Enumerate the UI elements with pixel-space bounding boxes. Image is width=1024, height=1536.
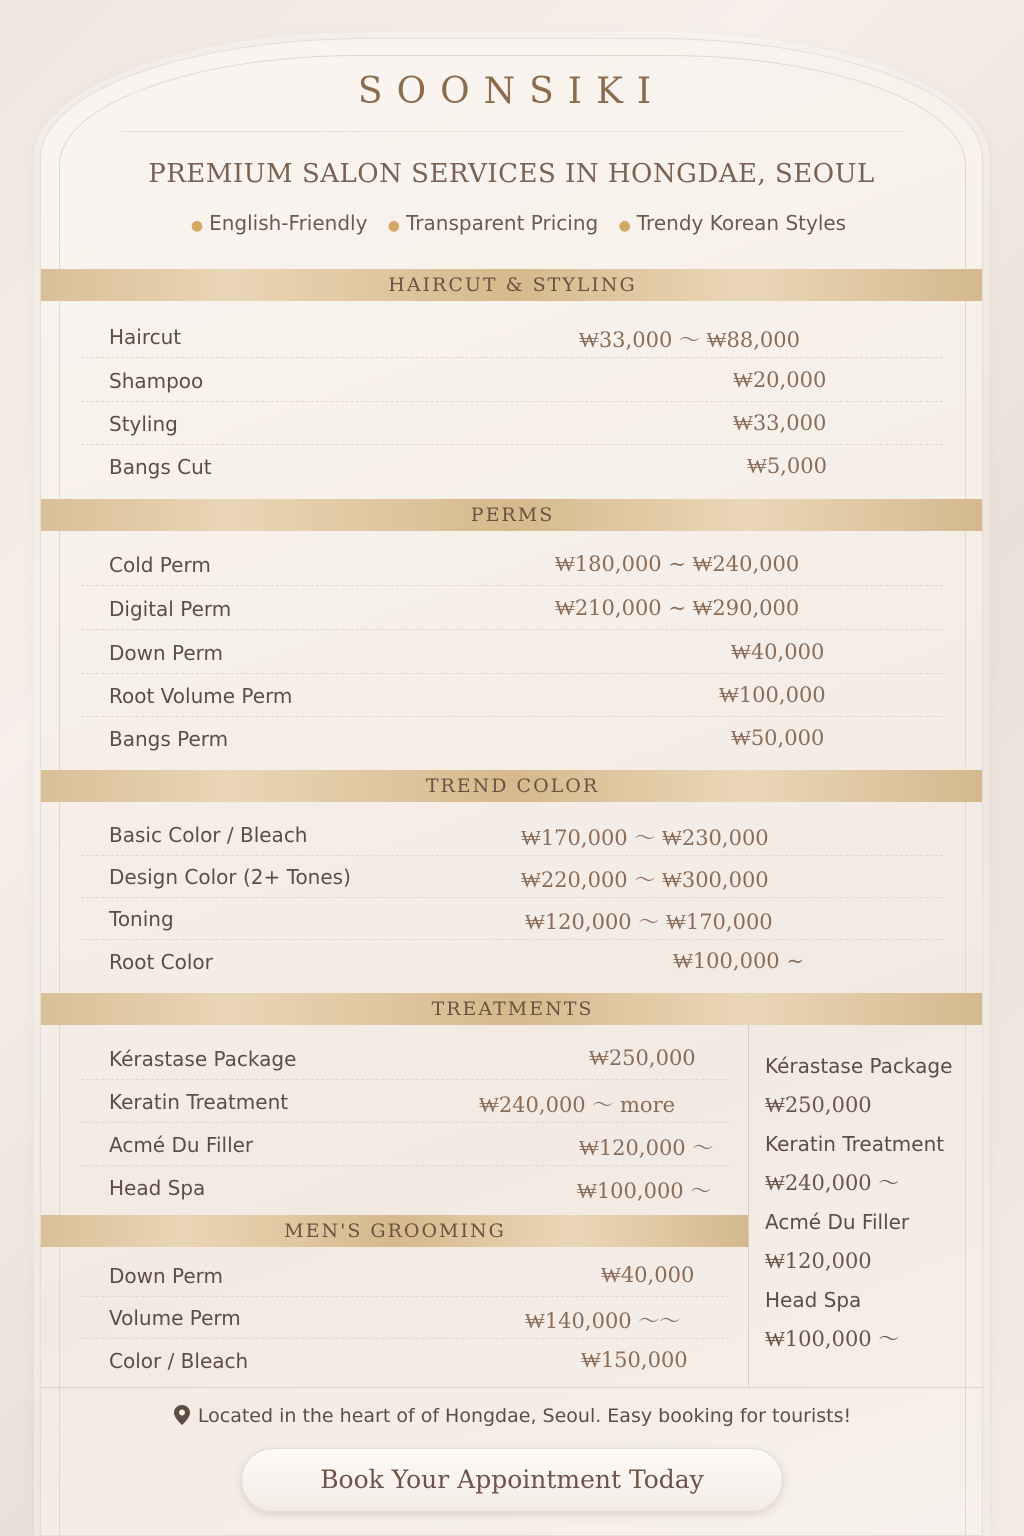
service-price: ₩220,000 ～ ₩300,000 — [521, 868, 769, 892]
service-name: Toning — [109, 907, 174, 931]
service-price: ₩180,000 ~ ₩240,000 — [555, 552, 800, 576]
book-appointment-button[interactable]: Book Your Appointment Today — [241, 1448, 783, 1512]
side-service-price: ₩250,000 — [765, 1093, 872, 1117]
service-price: ₩40,000 — [731, 640, 825, 664]
menu-card — [40, 38, 983, 1536]
service-price: ₩210,000 ~ ₩290,000 — [555, 596, 800, 620]
price-row — [81, 315, 943, 358]
page-title: PREMIUM SALON SERVICES IN HONGDAE, SEOUL — [148, 159, 875, 189]
side-service-name: Kérastase Package — [765, 1054, 953, 1078]
location-note — [41, 1405, 983, 1427]
column-divider — [748, 1025, 749, 1387]
feature-item: Trendy Korean Styles — [636, 211, 847, 235]
price-row — [81, 1254, 729, 1297]
service-name: Root Color — [109, 950, 213, 974]
feature-list — [41, 211, 982, 235]
price-row — [81, 445, 943, 488]
service-name: Root Volume Perm — [109, 684, 293, 708]
service-price: ₩140,000 ～～ — [525, 1309, 681, 1333]
service-name: Bangs Cut — [109, 455, 212, 479]
service-name: Styling — [109, 412, 178, 436]
service-name: Acmé Du Filler — [109, 1133, 254, 1157]
divider — [121, 131, 902, 132]
service-name: Head Spa — [109, 1176, 206, 1200]
price-row — [81, 855, 943, 898]
side-service-price: ₩100,000 ～ — [765, 1327, 900, 1351]
service-price: ₩50,000 — [731, 726, 825, 750]
service-price: ₩150,000 — [581, 1348, 688, 1372]
treatment-side-panel — [765, 1047, 980, 1359]
side-service-name: Acmé Du Filler — [765, 1210, 910, 1234]
service-name: Volume Perm — [109, 1306, 241, 1330]
service-price: ₩120,000 ～ ₩170,000 — [525, 910, 773, 934]
section-header-perms: PERMS — [41, 499, 983, 531]
side-service-name: Head Spa — [765, 1288, 862, 1312]
service-name: Color / Bleach — [109, 1349, 249, 1373]
service-name: Shampoo — [109, 369, 204, 393]
price-row — [81, 1296, 729, 1339]
service-name: Cold Perm — [109, 553, 211, 577]
divider — [41, 1387, 982, 1388]
price-row — [81, 717, 943, 760]
service-name: Kérastase Package — [109, 1047, 297, 1071]
service-price: ₩170,000 ～ ₩230,000 — [521, 826, 769, 850]
service-name: Basic Color / Bleach — [109, 823, 308, 847]
price-row — [81, 674, 943, 717]
service-price: ₩40,000 — [601, 1263, 695, 1287]
price-row — [81, 402, 943, 445]
location-pin-icon — [174, 1405, 190, 1425]
service-name: Down Perm — [109, 1264, 224, 1288]
section-header-mens: MEN'S GROOMING — [41, 1215, 749, 1247]
price-row — [81, 940, 943, 983]
price-row — [81, 1123, 729, 1166]
side-service-name: Keratin Treatment — [765, 1132, 945, 1156]
service-name: Keratin Treatment — [109, 1090, 289, 1114]
price-row — [81, 587, 943, 630]
service-price: ₩240,000 ～ more — [479, 1093, 676, 1117]
service-name: Down Perm — [109, 641, 224, 665]
service-name: Digital Perm — [109, 597, 232, 621]
price-row — [81, 1080, 729, 1123]
side-service-price: ₩240,000 ～ — [765, 1171, 900, 1195]
bullet-icon: ● — [190, 218, 204, 234]
price-row — [81, 1339, 729, 1382]
price-row — [81, 359, 943, 402]
price-row — [81, 813, 943, 856]
service-price: ₩100,000 ~ — [673, 949, 804, 973]
service-price: ₩100,000 — [719, 683, 826, 707]
bullet-icon: ● — [618, 218, 631, 234]
service-price: ₩100,000 ～ — [577, 1179, 712, 1203]
feature-item: English-Friendly — [209, 211, 368, 235]
service-price: ₩33,000 ～ ₩88,000 — [579, 328, 800, 352]
section-header-treatments: TREATMENTS — [41, 993, 983, 1025]
price-row — [81, 1166, 729, 1209]
bullet-icon: ● — [387, 218, 401, 234]
price-row — [81, 1037, 729, 1080]
price-row — [81, 543, 943, 586]
feature-item: Transparent Pricing — [406, 211, 599, 235]
service-price: ₩5,000 — [747, 454, 827, 478]
price-row — [81, 631, 943, 674]
service-name: Bangs Perm — [109, 727, 229, 751]
brand-logo: SOONSIKI — [357, 71, 666, 112]
service-price: ₩250,000 — [589, 1046, 696, 1070]
section-header-color: TREND COLOR — [41, 770, 983, 802]
service-price: ₩20,000 — [733, 368, 827, 392]
service-price: ₩33,000 — [733, 411, 827, 435]
service-price: ₩120,000 ～ — [579, 1136, 714, 1160]
price-row — [81, 897, 943, 940]
side-service-price: ₩120,000 — [765, 1249, 872, 1273]
service-name: Design Color (2+ Tones) — [109, 865, 351, 889]
service-name: Haircut — [109, 325, 182, 349]
section-header-haircut: HAIRCUT & STYLING — [41, 269, 983, 301]
location-text: Located in the heart of of Hongdae, Seoul. Easy booking for tourists! — [197, 1405, 852, 1427]
